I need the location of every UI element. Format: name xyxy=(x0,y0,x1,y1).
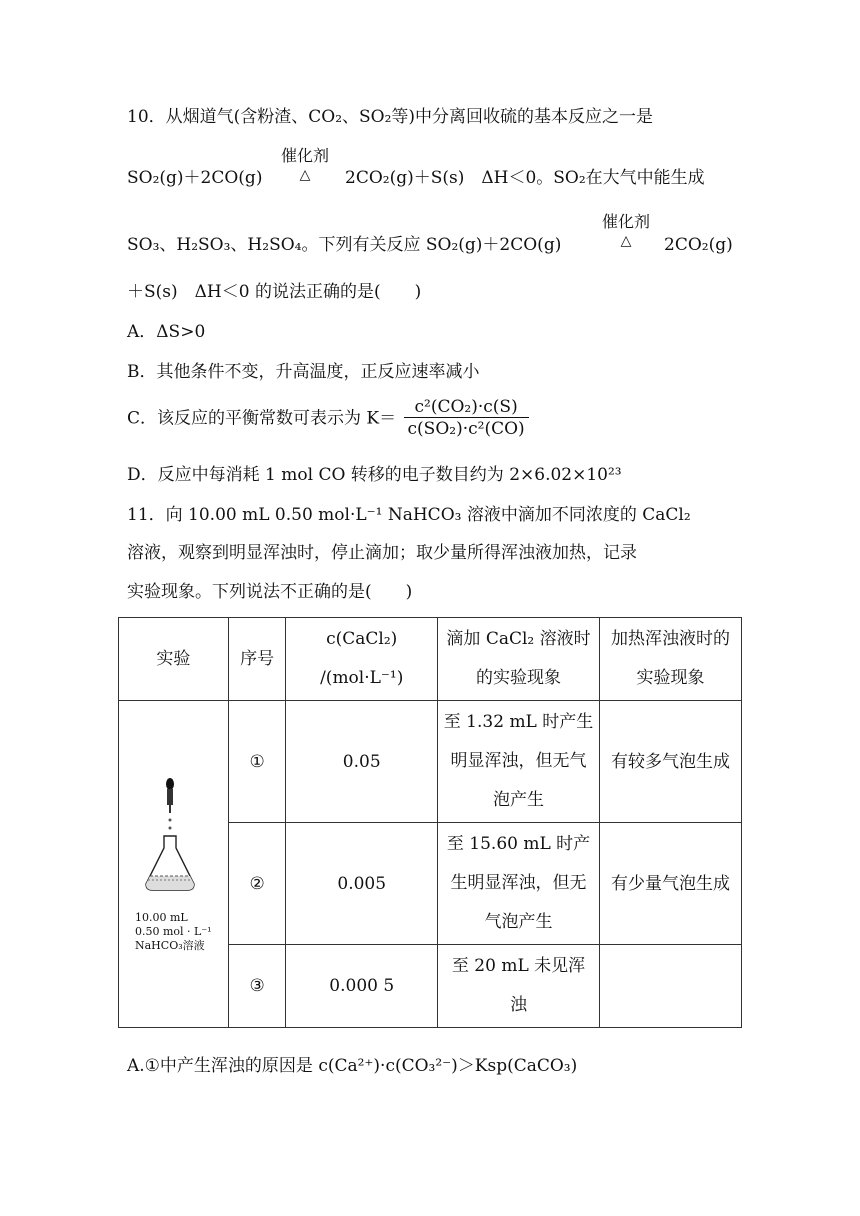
q10-line3: SO₃、H₂SO₃、H₂SO₄。下列有关反应 SO₂(g)＋2CO(g) xyxy=(127,235,562,255)
flask-volume: 10.00 mL xyxy=(135,910,188,924)
fraction-denominator: c(SO₂)·c²(CO) xyxy=(407,419,525,439)
table-row xyxy=(119,701,742,823)
q10-line4: ＋S(s) ΔH＜0 的说法正确的是( ) xyxy=(127,282,422,302)
flask-concentration: 0.50 mol · L⁻¹ xyxy=(135,924,212,938)
row1-drop xyxy=(438,701,600,823)
table-header-row xyxy=(119,618,742,701)
equilibrium-fraction xyxy=(404,397,529,440)
option-c-text: C．该反应的平衡常数可表示为 K＝ xyxy=(127,408,397,429)
row1-heat xyxy=(600,701,742,823)
flask-solution: NaHCO₃溶液 xyxy=(135,938,205,952)
header-heat-phenomenon xyxy=(600,618,742,701)
catalyst-label-2: 催化剂 xyxy=(601,212,650,231)
row3-conc: 0.000 5 xyxy=(286,945,438,1028)
q11-option-a: A.①中产生浑浊的原因是 c(Ca²⁺)·c(CO₃²⁻)＞Ksp(CaCO₃) xyxy=(127,1056,578,1076)
row3-drop xyxy=(438,945,600,1028)
row2-conc: 0.005 xyxy=(286,823,438,945)
row2-drop-text: 至 15.60 mL 时产生明显浑浊，但无气泡产生 xyxy=(446,834,591,932)
q10-line1: 10．从烟道气(含粉渣、CO₂、SO₂等)中分离回收硫的基本反应之一是 xyxy=(127,107,654,127)
row3-heat xyxy=(600,945,742,1028)
catalyst-condition-2 xyxy=(593,212,659,248)
row1-id: ① xyxy=(228,701,286,823)
row1-conc: 0.05 xyxy=(286,701,438,823)
row2-heat xyxy=(600,823,742,945)
q11-line3: 实验现象。下列说法不正确的是( ) xyxy=(127,582,413,602)
row2-id: ② xyxy=(228,823,286,945)
q10-product: 2CO₂(g)＋S(s) ΔH＜0。SO₂在大气中能生成 xyxy=(345,168,705,188)
header-drop-text: 滴加 CaCl₂ 溶液时的实验现象 xyxy=(446,629,591,688)
row2-heat-text: 有少量气泡生成 xyxy=(611,873,730,894)
flask-illustration xyxy=(119,701,229,1028)
q10-option-a: A．ΔS>0 xyxy=(127,322,206,342)
header-number: 序号 xyxy=(228,618,286,701)
q11-line1: 11．向 10.00 mL 0.50 mol·L⁻¹ NaHCO₃ 溶液中滴加不同浓度的 CaCl₂ xyxy=(127,505,691,525)
q10-option-c xyxy=(127,396,529,441)
q10-option-b: B．其他条件不变，升高温度，正反应速率减小 xyxy=(127,362,480,382)
catalyst-label: 催化剂 xyxy=(280,146,329,165)
header-drop-phenomenon xyxy=(438,618,600,701)
row3-drop-text: 至 20 mL 未见浑浊 xyxy=(451,956,586,1015)
row1-heat-text: 有较多气泡生成 xyxy=(611,751,730,772)
row2-drop xyxy=(438,823,600,945)
heat-icon-2: △ xyxy=(620,233,632,249)
q10-option-d: D．反应中每消耗 1 mol CO 转移的电子数目约为 2×6.02×10²³ xyxy=(127,465,622,485)
header-concentration-text: c(CaCl₂) /(mol·L⁻¹) xyxy=(320,629,404,688)
experiment-table xyxy=(118,617,742,1028)
header-concentration xyxy=(286,618,438,701)
row3-id: ③ xyxy=(228,945,286,1028)
q11-line2: 溶液，观察到明显浑浊时，停止滴加；取少量所得浑浊液加热，记录 xyxy=(127,543,637,563)
row1-drop-text: 至 1.32 mL 时产生明显浑浊，但无气泡产生 xyxy=(443,712,594,810)
q10-line3-product: 2CO₂(g) xyxy=(664,235,733,255)
catalyst-condition xyxy=(272,146,338,182)
header-experiment: 实验 xyxy=(119,618,229,701)
fraction-numerator: c²(CO₂)·c(S) xyxy=(404,397,529,418)
q10-reactant: SO₂(g)＋2CO(g) xyxy=(127,168,263,188)
header-heat-text: 加热浑浊液时的实验现象 xyxy=(611,629,730,688)
flask-dropper-icon xyxy=(128,776,218,896)
heat-icon: △ xyxy=(299,167,311,183)
